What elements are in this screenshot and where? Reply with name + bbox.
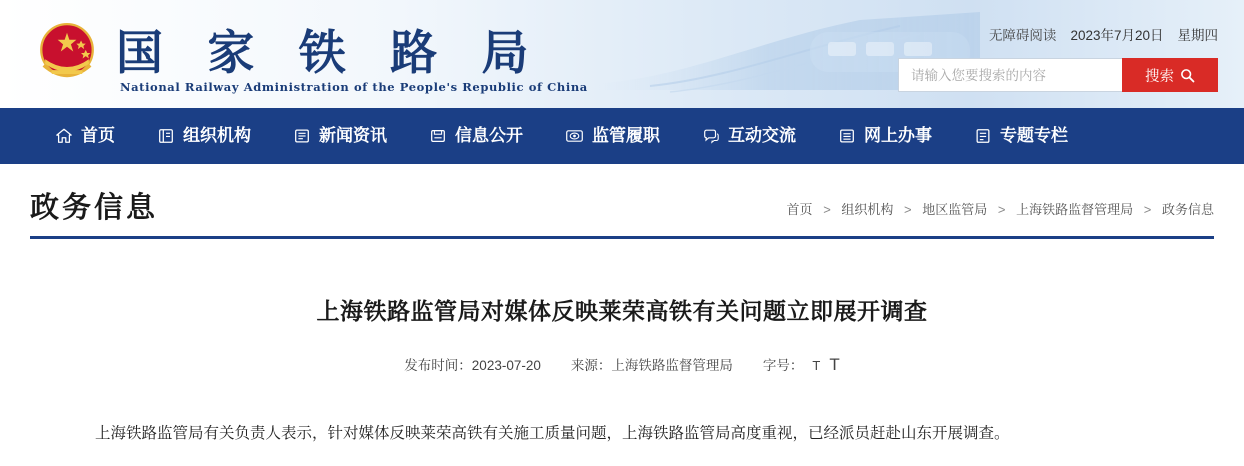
breadcrumb-item-4: 政务信息 (1161, 202, 1214, 217)
supervision-icon (565, 127, 584, 145)
publish-time-label: 发布时间： (404, 358, 472, 373)
nav-item-home[interactable] (34, 108, 136, 164)
page-titlebar (0, 164, 1244, 236)
breadcrumb-separator: > (904, 202, 912, 217)
breadcrumb-separator: > (1143, 202, 1152, 217)
accessibility-link[interactable]: 无障碍阅读 (988, 28, 1057, 43)
article-meta (60, 354, 1184, 375)
article-body (60, 419, 1184, 449)
header-utility-row (888, 24, 1218, 44)
article-title: 上海铁路监管局对媒体反映莱荣高铁有关问题立即展开调查 (316, 299, 928, 325)
news-icon (293, 127, 311, 145)
nav-label: 首页 (81, 126, 115, 145)
nav-label: 信息公开 (455, 126, 523, 145)
nav-label: 组织机构 (183, 126, 251, 145)
article-paragraph: 上海铁路监管局有关负责人表示，针对媒体反映莱荣高铁有关施工质量问题，上海铁路监管局高度重视，已经派员赶赴山东开展调查。 (95, 425, 1010, 442)
site-logo-subtitle: National Railway Administration of the People's Republic of China (120, 80, 588, 94)
breadcrumb-item-1[interactable]: 组织机构 (841, 202, 894, 217)
font-size-control (763, 354, 840, 375)
national-emblem-icon (28, 14, 106, 92)
nav-label: 互动交流 (728, 126, 796, 145)
breadcrumb-separator: > (997, 202, 1006, 217)
org-icon (157, 127, 175, 145)
publish-time (404, 354, 541, 374)
site-header (0, 0, 1244, 108)
search-bar (898, 58, 1218, 92)
chat-icon (702, 127, 720, 145)
publish-time-value: 2023-07-20 (471, 358, 541, 373)
font-size-small-button[interactable]: T (812, 358, 821, 373)
search-button[interactable] (1122, 58, 1218, 92)
nav-label: 网上办事 (864, 126, 932, 145)
page-title: 政务信息 (30, 190, 159, 224)
nav-item-interaction[interactable] (681, 108, 817, 164)
nav-label: 专题专栏 (1000, 126, 1068, 145)
breadcrumb-separator: > (823, 202, 831, 217)
title-divider (30, 236, 1214, 239)
font-size-label: 字号： (762, 358, 804, 373)
current-weekday: 星期四 (1177, 28, 1218, 43)
header-right (888, 24, 1218, 92)
article (0, 293, 1244, 449)
nav-item-supervision[interactable] (544, 108, 681, 164)
breadcrumb-item-2[interactable]: 地区监管局 (922, 202, 988, 217)
nav-item-news[interactable] (272, 108, 408, 164)
nav-item-organization[interactable] (136, 108, 272, 164)
online-service-icon (838, 127, 856, 145)
search-icon (1180, 68, 1195, 83)
nav-label: 监管履职 (592, 126, 660, 145)
home-icon (55, 127, 73, 145)
source-label: 来源： (570, 358, 612, 373)
nav-label: 新闻资讯 (319, 126, 387, 145)
nav-item-special-column[interactable] (953, 108, 1089, 164)
search-input[interactable] (898, 58, 1122, 92)
search-button-label: 搜索 (1145, 68, 1174, 85)
column-icon (974, 127, 992, 145)
article-source (571, 354, 733, 374)
breadcrumb-item-3[interactable]: 上海铁路监督管理局 (1016, 202, 1134, 217)
breadcrumb (787, 199, 1214, 236)
nav-item-open-info[interactable] (408, 108, 544, 164)
current-date: 2023年7月20日 (1070, 28, 1164, 43)
main-nav (0, 108, 1244, 164)
font-size-large-button[interactable]: T (829, 355, 840, 374)
nav-item-online-service[interactable] (817, 108, 953, 164)
source-value: 上海铁路监督管理局 (611, 358, 733, 373)
open-info-icon (429, 127, 447, 145)
site-logo-title: 国 家 铁 路 局 (116, 26, 543, 81)
breadcrumb-item-0[interactable]: 首页 (786, 202, 813, 217)
